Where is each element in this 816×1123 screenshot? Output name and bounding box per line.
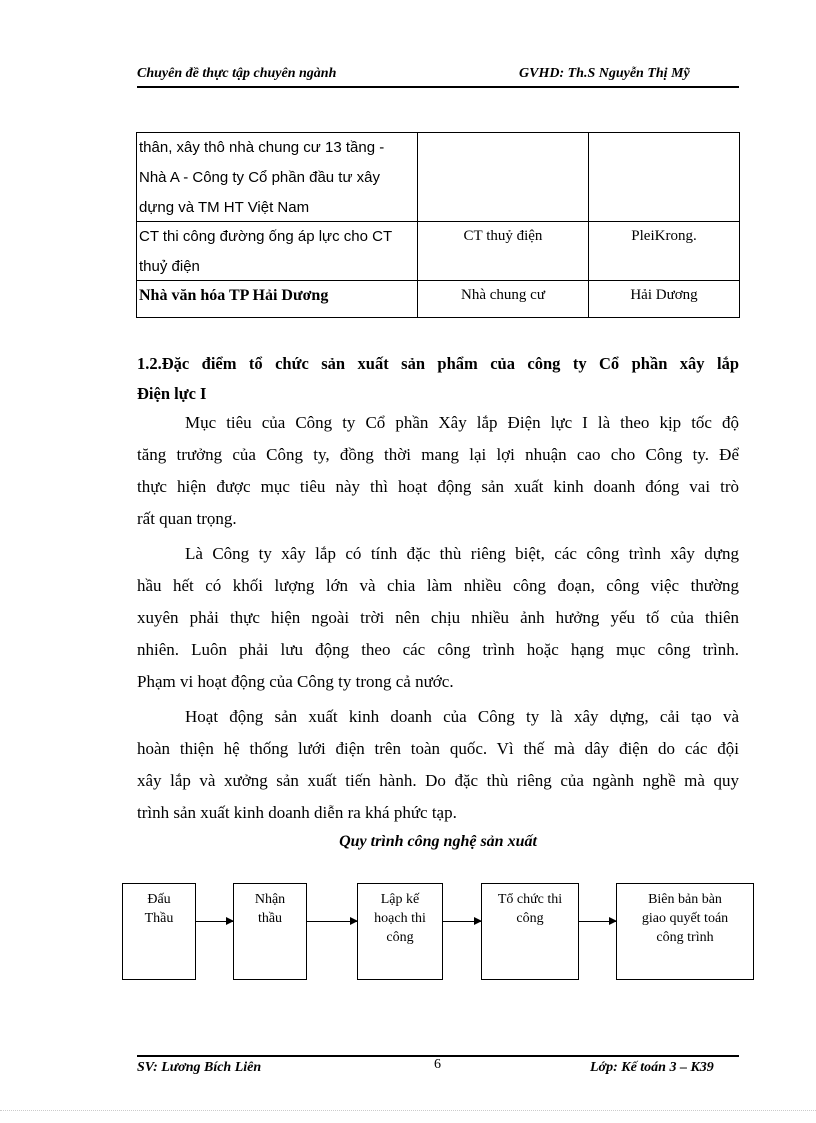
section-heading xyxy=(137,349,739,409)
flow-step-line: Biên bản bàn xyxy=(648,892,722,907)
flow-step-line: giao quyết toán xyxy=(641,911,729,926)
flow-step-line: Đấu xyxy=(147,892,171,907)
flow-arrow xyxy=(307,921,357,922)
table-cell-type: Nhà chung cư xyxy=(418,281,589,318)
paragraph-line: Hoạt động sản xuất kinh doanh của Công ty là xây dựng, cải tạo và xyxy=(185,707,739,726)
table-cell-location xyxy=(589,133,740,222)
flow-title: Quy trình công nghệ sản xuất xyxy=(339,833,537,850)
table-cell-location: PleiKrong. xyxy=(589,222,740,281)
flow-step-line: hoạch thi xyxy=(374,911,426,926)
header-supervisor: GVHD: Th.S Nguyễn Thị Mỹ xyxy=(519,66,690,81)
table-row xyxy=(137,222,740,281)
flow-step-line: Thầu xyxy=(144,911,174,926)
flow-step-line: Lập kế xyxy=(380,892,420,907)
table-cell-line: Nhà A - Công ty Cổ phần đầu tư xây xyxy=(139,169,381,186)
paragraph-line: tăng trưởng của Công ty, đồng thời mang lại lợi nhuận cao cho Công ty. Để xyxy=(137,445,739,464)
flow-step-line: công trình xyxy=(656,930,714,945)
flow-step-execution xyxy=(481,883,579,980)
paragraph-line: trình sản xuất kinh doanh diễn ra khá phức tạp. xyxy=(137,803,457,822)
table-cell-type xyxy=(418,133,589,222)
table-cell-line: thuỷ điện xyxy=(139,258,200,275)
flow-step-handover xyxy=(616,883,754,980)
header-title: Chuyên đề thực tập chuyên ngành xyxy=(137,66,337,81)
table-cell-location: Hải Dương xyxy=(589,281,740,318)
paragraph-line: hầu hết có khối lượng lớn và chia làm nhiều công đoạn, công việc thường xyxy=(137,576,739,595)
page-edge-divider xyxy=(0,1110,816,1111)
flow-step-line: Tổ chức thi xyxy=(497,892,563,907)
section-heading-line: Điện lực I xyxy=(137,384,207,403)
paragraph-line: xây lắp và xưởng sản xuất tiến hành. Do đặc thù riêng của ngành nghề mà quy xyxy=(137,771,739,790)
paragraph-line: xuyên phải thực hiện ngoài trời nên chịu nhiều ảnh hưởng yếu tố của thiên xyxy=(137,608,739,627)
paragraph-line: hoàn thiện hệ thống lưới điện trên toàn quốc. Vì thế mà dây điện do các đội xyxy=(137,739,739,758)
paragraph xyxy=(137,701,739,829)
table-cell-type: CT thuỷ điện xyxy=(418,222,589,281)
paragraph-line: Phạm vi hoạt động của Công ty trong cả nước. xyxy=(137,672,454,691)
paragraph-line: Mục tiêu của Công ty Cổ phần Xây lắp Điện lực I là theo kịp tốc độ xyxy=(185,413,739,432)
flow-arrow xyxy=(443,921,481,922)
table-cell-project xyxy=(137,133,418,222)
flow-arrow xyxy=(579,921,616,922)
paragraph-line: Là Công ty xây lắp có tính đặc thù riêng biệt, các công trình xây dựng xyxy=(185,544,739,563)
flow-step-line: Nhận xyxy=(254,892,286,907)
table-row xyxy=(137,133,740,222)
table-cell-line: CT thi công đường ống áp lực cho CT xyxy=(139,228,393,245)
flow-step-receive xyxy=(233,883,307,980)
page-number: 6 xyxy=(434,1057,441,1072)
flow-arrow xyxy=(196,921,233,922)
paragraph xyxy=(137,407,739,535)
paragraph-line: thực hiện được mục tiêu này thì hoạt động sản xuất kinh doanh đóng vai trò xyxy=(137,477,739,496)
projects-table xyxy=(136,132,740,318)
flow-step-bidding xyxy=(122,883,196,980)
table-cell-project: Nhà văn hóa TP Hải Dương xyxy=(137,281,418,318)
table-row xyxy=(137,281,740,318)
footer-student: SV: Lương Bích Liên xyxy=(137,1060,262,1075)
paragraph-line: nhiên. Luôn phải lưu động theo các công trình hoặc hạng mục công trình. xyxy=(137,640,739,659)
flow-step-planning xyxy=(357,883,443,980)
flow-step-line: công xyxy=(516,911,544,926)
table-cell-line: thân, xây thô nhà chung cư 13 tầng - xyxy=(139,139,385,156)
paragraph xyxy=(137,538,739,698)
paragraph-line: rất quan trọng. xyxy=(137,509,237,528)
flow-step-line: công xyxy=(386,930,414,945)
table-cell-project xyxy=(137,222,418,281)
page-header xyxy=(137,64,739,88)
table-cell-line: dựng và TM HT Việt Nam xyxy=(139,199,310,216)
footer-class: Lớp: Kế toán 3 – K39 xyxy=(590,1060,714,1075)
section-heading-line: 1.2.Đặc điểm tổ chức sản xuất sản phẩm của công ty Cổ phần xây lắp xyxy=(137,354,739,373)
flow-step-line: thầu xyxy=(257,911,283,926)
